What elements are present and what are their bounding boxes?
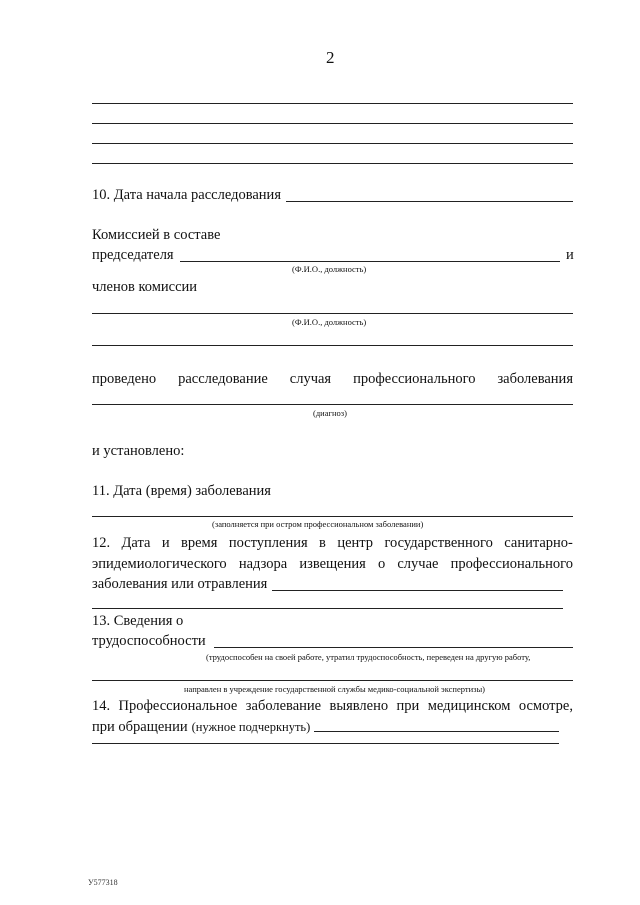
illness-date-field[interactable] (92, 516, 573, 517)
blank-line (92, 123, 573, 124)
word: выявлено (329, 698, 389, 714)
detection-field[interactable] (314, 731, 559, 732)
word: санитарно- (504, 535, 573, 551)
work-capacity-field-extra[interactable] (92, 680, 573, 681)
word: случая (289, 371, 332, 387)
word: заболевание (245, 698, 322, 714)
blank-line (92, 143, 573, 144)
word: надзора (238, 556, 288, 572)
work-capacity-label-2: трудоспособности (92, 633, 206, 649)
work-capacity-field[interactable] (214, 647, 573, 648)
blank-line (92, 163, 573, 164)
investigation-start-date-label: 10. Дата начала расследования (92, 187, 281, 203)
members-caption: (Ф.И.О., должность) (292, 317, 367, 327)
document-code: У577318 (88, 878, 118, 887)
word: и (161, 535, 170, 551)
word: расследование (178, 371, 268, 387)
word: профессионального (450, 556, 573, 572)
members-label: членов комиссии (92, 279, 198, 295)
members-field-extra[interactable] (92, 345, 573, 346)
word: поступления (228, 535, 308, 551)
commission-composition-label: Комиссией в составе (92, 227, 221, 243)
chairman-caption: (Ф.И.О., должность) (292, 264, 367, 274)
illness-date-label: 11. Дата (время) заболевания (92, 483, 271, 499)
chairman-suffix: и (566, 247, 574, 263)
notice-received-line-2 (92, 556, 573, 573)
word: Дата (121, 535, 151, 551)
detection-line-1 (92, 698, 573, 715)
detection-line-2 (92, 718, 310, 736)
diagnosis-caption: (диагноз) (313, 408, 347, 418)
word: извещения (299, 556, 366, 572)
work-capacity-caption-1: (трудоспособен на своей работе, утратил трудоспособность, переведен на другую работу, (206, 652, 531, 662)
chairman-label: председателя (92, 247, 174, 263)
word: при (396, 698, 420, 714)
word: проведено (92, 371, 157, 387)
word: в (319, 535, 326, 551)
work-capacity-label-1: 13. Сведения о (92, 613, 184, 629)
word: государственного (384, 535, 493, 551)
conducted-investigation-text (92, 371, 573, 388)
word: центр (337, 535, 374, 551)
notice-received-line-1 (92, 535, 573, 552)
word: время (181, 535, 218, 551)
word: 14. (92, 698, 111, 714)
word: Профессиональное (118, 698, 238, 714)
established-label: и установлено: (92, 443, 185, 459)
chairman-field[interactable] (180, 261, 560, 262)
underline-needed-note: (нужное подчеркнуть) (191, 720, 311, 734)
word: о (377, 556, 386, 572)
word: случае (397, 556, 439, 572)
word: эпидемиологического (92, 556, 227, 572)
blank-line (92, 103, 573, 104)
investigation-start-date-field[interactable] (286, 201, 573, 202)
diagnosis-field[interactable] (92, 404, 573, 405)
notice-received-field[interactable] (272, 590, 563, 591)
members-field[interactable] (92, 313, 573, 314)
page-number: 2 (326, 48, 335, 67)
illness-date-caption: (заполняется при остром профессиональном заболевании) (212, 519, 424, 529)
word: профессионального (353, 371, 476, 387)
notice-received-field-extra[interactable] (92, 608, 563, 609)
notice-received-line-3: заболевания или отравления (92, 576, 268, 592)
word: медицинском (427, 698, 511, 714)
word: осмотре, (518, 698, 573, 714)
work-capacity-caption-2: направлен в учреждение государственной службы медико-социальной экспертизы) (184, 684, 486, 694)
detection-on-request-text: при обращении (92, 719, 188, 735)
detection-field-extra[interactable] (92, 743, 559, 744)
word: заболевания (497, 371, 573, 387)
word: 12. (92, 535, 111, 551)
